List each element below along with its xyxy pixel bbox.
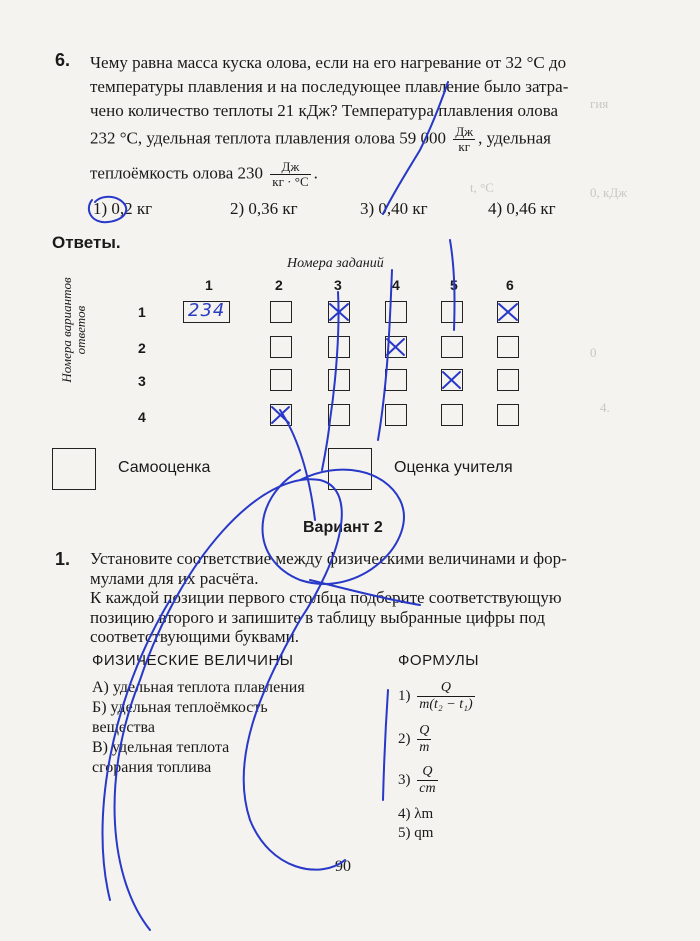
column-number: 1 xyxy=(205,277,213,293)
checkbox[interactable] xyxy=(328,404,350,426)
row-number: 3 xyxy=(138,373,146,389)
bleed-through-text: 4. xyxy=(600,400,610,415)
question-6-text-part: , удельная xyxy=(478,128,551,148)
formula-label: 2) xyxy=(398,730,411,747)
quantities-header: ФИЗИЧЕСКИЕ ВЕЛИЧИНЫ xyxy=(92,652,294,669)
checkbox[interactable] xyxy=(497,301,519,323)
row-number: 4 xyxy=(138,409,146,425)
question-1-text xyxy=(90,549,670,647)
question-6-line: чено количество теплоты 21 кДж? Температура плавления олова xyxy=(90,101,559,120)
checkbox[interactable] xyxy=(441,404,463,426)
bleed-through-text: t, °С xyxy=(470,180,494,195)
margin-scribble xyxy=(280,410,315,520)
row-number: 2 xyxy=(138,340,146,356)
handwritten-answer: 234 xyxy=(188,300,226,321)
quantity-item: В) удельная теплота xyxy=(92,739,230,756)
self-assessment-label: Самооценка xyxy=(118,459,211,476)
quantity-item: сгорания топлива xyxy=(92,759,212,776)
column-number: 3 xyxy=(334,277,342,293)
checkbox[interactable] xyxy=(385,336,407,358)
unit-fraction xyxy=(453,125,475,154)
bleed-through-text: 0, кДж xyxy=(590,185,628,200)
question-1-line: К каждой позиции первого столбца подберите соответствующую xyxy=(90,588,562,607)
fraction-numerator: Q xyxy=(419,723,430,738)
checkbox[interactable] xyxy=(328,369,350,391)
checkbox[interactable] xyxy=(497,369,519,391)
page-number: 90 xyxy=(335,858,351,875)
question-6-text xyxy=(90,51,670,189)
formula-3 xyxy=(398,764,441,797)
formula-label: 1) xyxy=(398,687,411,704)
option-2[interactable]: 2) 0,36 кг xyxy=(230,199,298,218)
checkbox[interactable] xyxy=(441,301,463,323)
checkbox[interactable] xyxy=(497,336,519,358)
fraction-denominator: кг xyxy=(458,139,471,154)
answers-title: Ответы. xyxy=(52,233,121,252)
question-6-line xyxy=(90,125,670,154)
formula-fraction xyxy=(417,764,437,797)
row-number: 1 xyxy=(138,304,146,320)
fraction-denominator: кг · °С xyxy=(272,174,309,189)
question-1-line: мулами для их расчёта. xyxy=(90,568,259,588)
checkbox[interactable] xyxy=(328,301,350,323)
question-1-line: позицию второго и запишите в таблицу выбранные цифры под xyxy=(90,607,545,627)
answer-field-task-1[interactable] xyxy=(183,301,230,323)
formula-5: 5) qm xyxy=(398,825,434,841)
fraction-denominator: m xyxy=(419,740,430,755)
unit-fraction xyxy=(270,160,310,189)
option-4[interactable]: 4) 0,46 кг xyxy=(488,199,556,218)
tasks-header: Номера заданий xyxy=(287,256,384,271)
option-3[interactable]: 3) 0,40 кг xyxy=(360,199,428,218)
question-6-text-part: теплоёмкость олова 230 xyxy=(90,163,264,183)
bleed-through-text: гия xyxy=(590,96,609,111)
question-6-text-part: 232 °С, удельная теплота плавления олова 59 000 xyxy=(90,128,447,148)
formula-fraction xyxy=(417,680,474,713)
self-assessment-box[interactable] xyxy=(52,448,96,490)
formulas-header: ФОРМУЛЫ xyxy=(398,652,480,669)
checkbox[interactable] xyxy=(270,336,292,358)
option-1[interactable]: 1) 0,2 кг xyxy=(93,199,153,218)
checkbox[interactable] xyxy=(270,404,292,426)
checkbox[interactable] xyxy=(441,336,463,358)
column-number: 2 xyxy=(275,277,283,293)
question-6-line: Чему равна масса куска олова, если на его нагревание от 32 °С до xyxy=(90,53,567,72)
checkbox[interactable] xyxy=(385,301,407,323)
checkbox[interactable] xyxy=(270,369,292,391)
checkbox[interactable] xyxy=(441,369,463,391)
checkbox[interactable] xyxy=(385,404,407,426)
formula-label: 3) xyxy=(398,771,411,788)
fraction-numerator: Дж xyxy=(455,124,474,139)
column-number: 4 xyxy=(392,277,400,293)
quantity-item: вещества xyxy=(92,719,155,736)
fraction-numerator: Q xyxy=(417,680,474,697)
question-1-line: Установите соответствие между физическими величинами и фор- xyxy=(90,549,567,568)
question-6-line xyxy=(90,160,670,189)
question-1-line: соответствующими буквами. xyxy=(90,627,299,646)
formula-4: 4) λm xyxy=(398,806,434,822)
formula-fraction xyxy=(417,723,431,756)
checkbox[interactable] xyxy=(328,336,350,358)
fraction-numerator: Дж xyxy=(270,160,310,175)
formula-2 xyxy=(398,723,434,756)
checkbox[interactable] xyxy=(385,369,407,391)
column-number: 5 xyxy=(450,277,458,293)
question-6-text-part: . xyxy=(313,163,318,183)
quantities-list xyxy=(92,678,392,778)
question-6-number: 6. xyxy=(55,50,71,70)
variants-header-text: Номера вариантов ответов xyxy=(59,277,88,383)
fraction-numerator: Q xyxy=(417,764,437,781)
formula-1 xyxy=(398,680,478,713)
quantity-item: А) удельная теплота плавления xyxy=(92,679,305,696)
question-6-line: температуры плавления и на последующее плавление было затра- xyxy=(90,77,569,96)
quantity-item: Б) удельная теплоёмкость xyxy=(92,699,268,716)
question-1-number: 1. xyxy=(55,549,71,569)
variants-header xyxy=(50,277,120,435)
fraction-denominator: m(t₂ − t₁) xyxy=(419,697,473,712)
checkbox[interactable] xyxy=(497,404,519,426)
variant-2-title: Вариант 2 xyxy=(303,519,383,536)
checkbox[interactable] xyxy=(270,301,292,323)
fraction-denominator: cm xyxy=(419,781,436,796)
teacher-grade-label: Оценка учителя xyxy=(394,459,513,476)
bleed-through-text: 0 xyxy=(590,345,597,360)
column-number: 6 xyxy=(506,277,514,293)
teacher-grade-box[interactable] xyxy=(328,448,372,490)
